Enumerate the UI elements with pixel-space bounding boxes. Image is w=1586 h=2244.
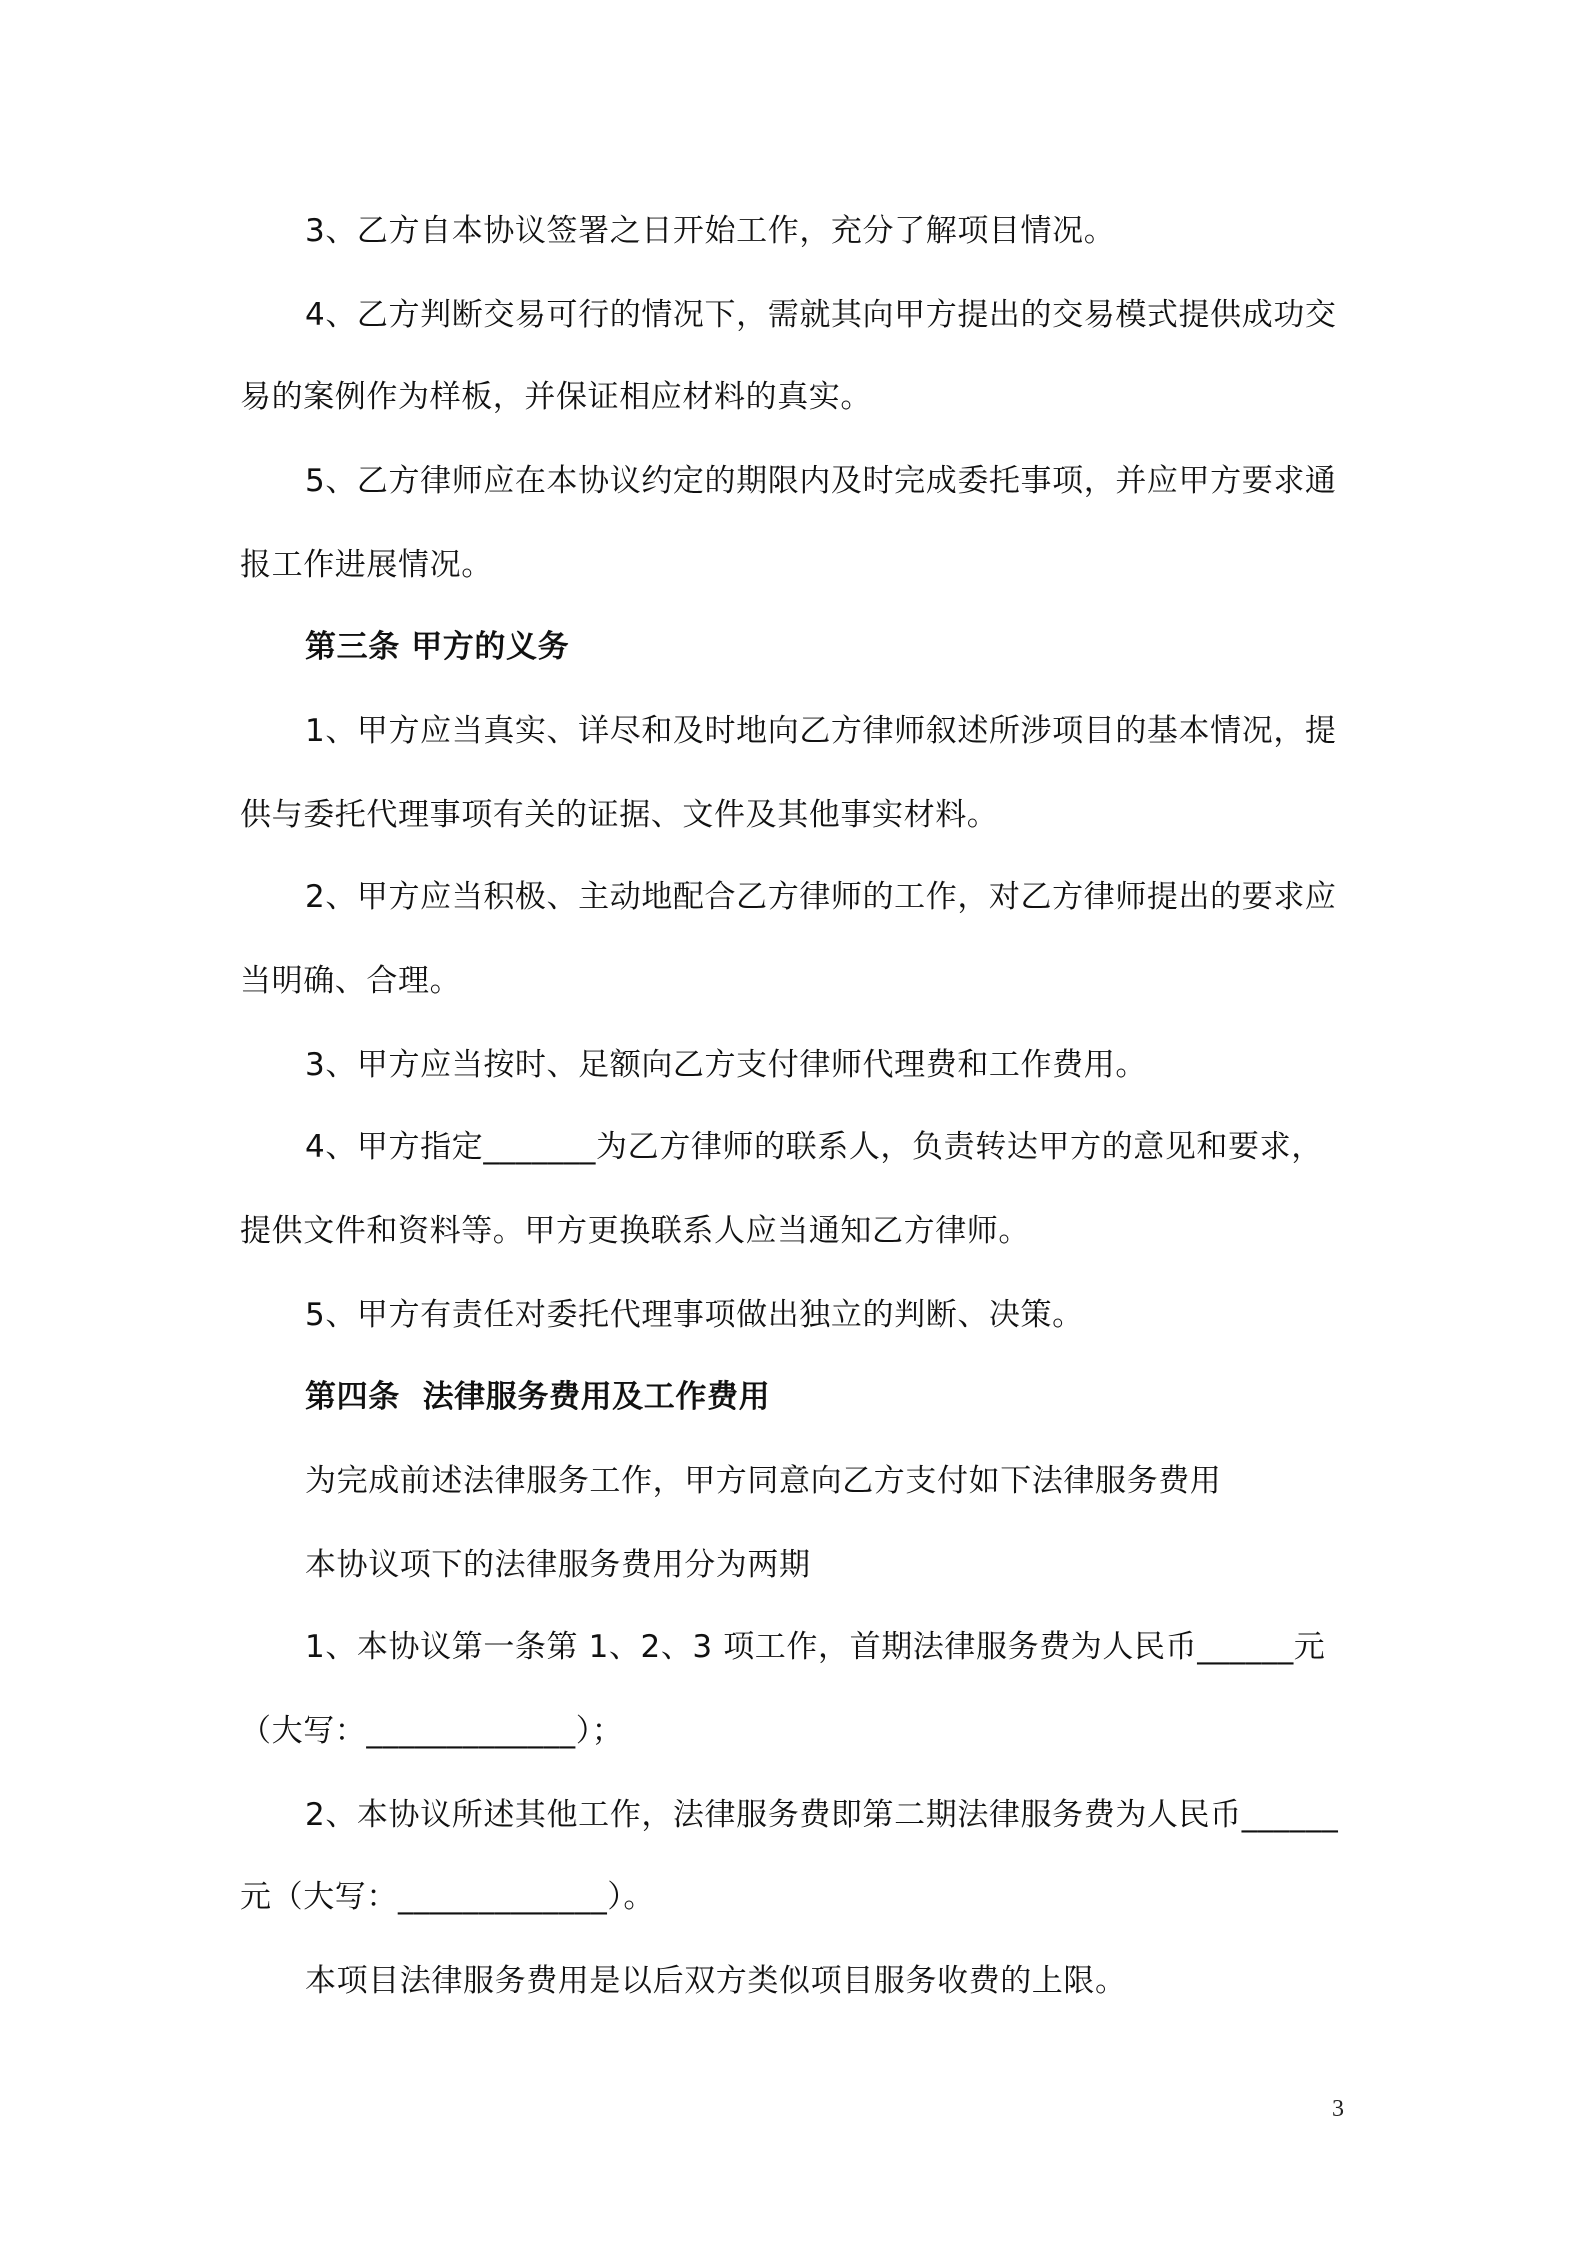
clause-3-item-2: 2、甲方应当积极、主动地配合乙方律师的工作，对乙方律师提出的要求应 — [305, 879, 1337, 915]
clause-2-item-3: 3、乙方自本协议签署之日开始工作，充分了解项目情况。 — [305, 213, 1116, 249]
clause-4-item-2-cont: 元（大写：_____________）。 — [240, 1879, 655, 1915]
clause-2-item-4-cont: 易的案例作为样板，并保证相应材料的真实。 — [240, 379, 872, 415]
clause-4-fee-cap: 本项目法律服务费用是以后双方类似项目服务收费的上限。 — [305, 1963, 1127, 1999]
clause-3-item-1-cont: 供与委托代理事项有关的证据、文件及其他事实材料。 — [240, 797, 999, 833]
clause-3-item-3: 3、甲方应当按时、足额向乙方支付律师代理费和工作费用。 — [305, 1047, 1147, 1083]
clause-4-item-1-cont: （大写：_____________）； — [240, 1713, 624, 1749]
clause-3-item-4: 4、甲方指定_______为乙方律师的联系人，负责转达甲方的意见和要求， — [305, 1129, 1323, 1165]
clause-2-item-4: 4、乙方判断交易可行的情况下，需就其向甲方提出的交易模式提供成功交 — [305, 297, 1337, 333]
clause-3-item-1: 1、甲方应当真实、详尽和及时地向乙方律师叙述所涉项目的基本情况，提 — [305, 713, 1337, 749]
clause-3-heading: 第三条 甲方的义务 — [305, 629, 570, 665]
clause-3-item-4-cont: 提供文件和资料等。甲方更换联系人应当通知乙方律师。 — [240, 1213, 1030, 1249]
clause-2-item-5-cont: 报工作进展情况。 — [240, 547, 493, 583]
clause-3-item-2-cont: 当明确、合理。 — [240, 963, 462, 999]
clause-2-item-5: 5、乙方律师应在本协议约定的期限内及时完成委托事项，并应甲方要求通 — [305, 463, 1337, 499]
clause-3-item-5: 5、甲方有责任对委托代理事项做出独立的判断、决策。 — [305, 1297, 1084, 1333]
clause-4-item-2: 2、本协议所述其他工作，法律服务费即第二期法律服务费为人民币______ — [305, 1797, 1339, 1833]
clause-4-periods: 本协议项下的法律服务费用分为两期 — [305, 1547, 811, 1583]
clause-4-intro: 为完成前述法律服务工作，甲方同意向乙方支付如下法律服务费用 — [305, 1463, 1222, 1499]
clause-4-item-1: 1、本协议第一条第 1、2、3 项工作，首期法律服务费为人民币______元 — [305, 1629, 1326, 1665]
page-number: 3 — [1332, 2096, 1344, 2122]
clause-4-heading: 第四条 法律服务费用及工作费用 — [305, 1379, 771, 1415]
